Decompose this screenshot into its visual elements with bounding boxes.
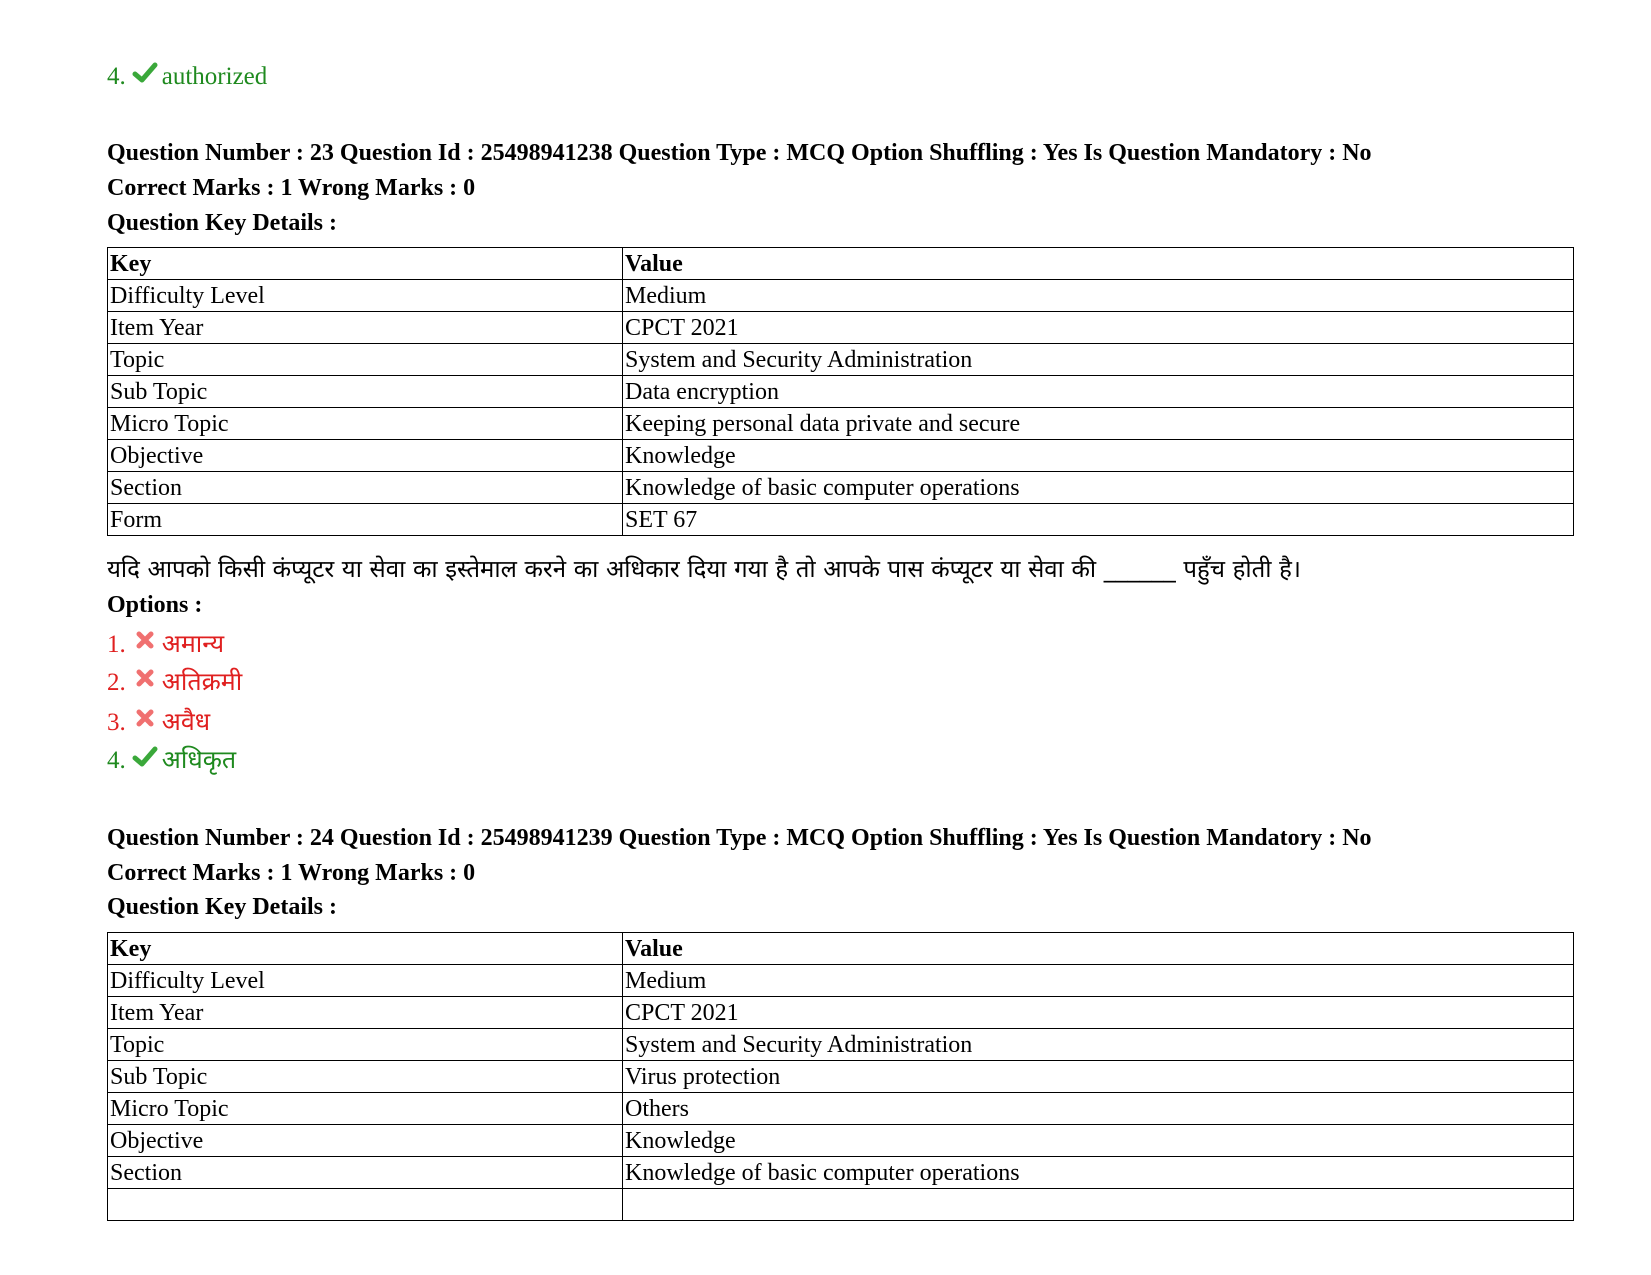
row-key: Objective xyxy=(108,440,623,472)
option-text: अमान्य xyxy=(161,629,225,658)
check-icon xyxy=(132,744,158,770)
key-details-label: Question Key Details : xyxy=(107,894,337,920)
option-item xyxy=(107,742,236,776)
row-key: Topic xyxy=(108,344,623,376)
row-key: Difficulty Level xyxy=(108,280,623,312)
table-row xyxy=(108,1029,1574,1061)
table-row xyxy=(108,344,1574,376)
row-key: Form xyxy=(108,504,623,536)
option-item xyxy=(107,60,267,91)
row-key: Micro Topic xyxy=(108,408,623,440)
row-value: Knowledge of basic computer operations xyxy=(623,472,1574,504)
row-value: Data encryption xyxy=(623,376,1574,408)
table-row xyxy=(108,408,1574,440)
option-number: 3. xyxy=(107,709,126,736)
row-value: Medium xyxy=(623,965,1574,997)
question-header: Question Number : 24 Question Id : 25498941239 Question Type : MCQ Option Shuffling : Yes Is Question Mandatory : No xyxy=(107,825,1372,851)
table-row xyxy=(108,280,1574,312)
option-number: 2. xyxy=(107,669,126,696)
row-key xyxy=(108,1189,623,1221)
question-marks: Correct Marks : 1 Wrong Marks : 0 xyxy=(107,860,476,886)
option-item xyxy=(107,626,224,660)
row-key: Micro Topic xyxy=(108,1093,623,1125)
question-header: Question Number : 23 Question Id : 25498941238 Question Type : MCQ Option Shuffling : Yes Is Question Mandatory : No xyxy=(107,140,1372,166)
header-value: Value xyxy=(623,933,1574,965)
row-key: Section xyxy=(108,472,623,504)
table-header-row xyxy=(108,248,1574,280)
check-icon xyxy=(132,60,158,86)
options-label: Options : xyxy=(107,592,203,618)
table-row xyxy=(108,997,1574,1029)
option-number: 4. xyxy=(107,747,126,774)
option-number: 1. xyxy=(107,631,126,658)
row-value: Keeping personal data private and secure xyxy=(623,408,1574,440)
cross-icon xyxy=(132,628,158,654)
row-value: System and Security Administration xyxy=(623,1029,1574,1061)
row-key: Objective xyxy=(108,1125,623,1157)
header-key: Key xyxy=(108,248,623,280)
table-row xyxy=(108,1157,1574,1189)
table-clip xyxy=(105,930,1577,1231)
table-row xyxy=(108,1125,1574,1157)
row-value: Knowledge xyxy=(623,1125,1574,1157)
row-key: Sub Topic xyxy=(108,1061,623,1093)
table-row xyxy=(108,312,1574,344)
option-number: 4. xyxy=(107,63,126,90)
option-item xyxy=(107,664,242,698)
table-row xyxy=(108,1093,1574,1125)
row-value: CPCT 2021 xyxy=(623,997,1574,1029)
cross-icon xyxy=(132,666,158,692)
row-key: Sub Topic xyxy=(108,376,623,408)
table-row xyxy=(108,440,1574,472)
row-value: Medium xyxy=(623,280,1574,312)
question-marks: Correct Marks : 1 Wrong Marks : 0 xyxy=(107,175,476,201)
option-text: अधिकृत xyxy=(161,745,237,774)
table-header-row xyxy=(108,933,1574,965)
option-text: अतिक्रमी xyxy=(161,667,243,696)
row-key: Difficulty Level xyxy=(108,965,623,997)
row-key: Item Year xyxy=(108,997,623,1029)
row-value: SET 67 xyxy=(623,504,1574,536)
table-row xyxy=(108,376,1574,408)
key-details-table xyxy=(107,247,1574,536)
row-key: Item Year xyxy=(108,312,623,344)
row-key: Section xyxy=(108,1157,623,1189)
table-row xyxy=(108,472,1574,504)
row-value: Knowledge xyxy=(623,440,1574,472)
table-row xyxy=(108,965,1574,997)
question-text: यदि आपको किसी कंप्यूटर या सेवा का इस्तेमाल करने का अधिकार दिया गया है तो आपके पास कंप्यूटर या सेवा की ______ पहुँच होती है। xyxy=(107,555,1301,583)
option-item xyxy=(107,704,210,738)
row-key: Topic xyxy=(108,1029,623,1061)
row-value: Virus protection xyxy=(623,1061,1574,1093)
table-row xyxy=(108,1061,1574,1093)
option-text: authorized xyxy=(161,63,268,90)
header-value: Value xyxy=(623,248,1574,280)
row-value xyxy=(623,1189,1574,1221)
row-value: Others xyxy=(623,1093,1574,1125)
key-details-label: Question Key Details : xyxy=(107,210,337,236)
header-key: Key xyxy=(108,933,623,965)
option-text: अवैध xyxy=(161,707,211,736)
cross-icon xyxy=(132,706,158,732)
key-details-table xyxy=(107,932,1574,1221)
table-row xyxy=(108,504,1574,536)
row-value: Knowledge of basic computer operations xyxy=(623,1157,1574,1189)
table-row xyxy=(108,1189,1574,1221)
row-value: CPCT 2021 xyxy=(623,312,1574,344)
row-value: System and Security Administration xyxy=(623,344,1574,376)
